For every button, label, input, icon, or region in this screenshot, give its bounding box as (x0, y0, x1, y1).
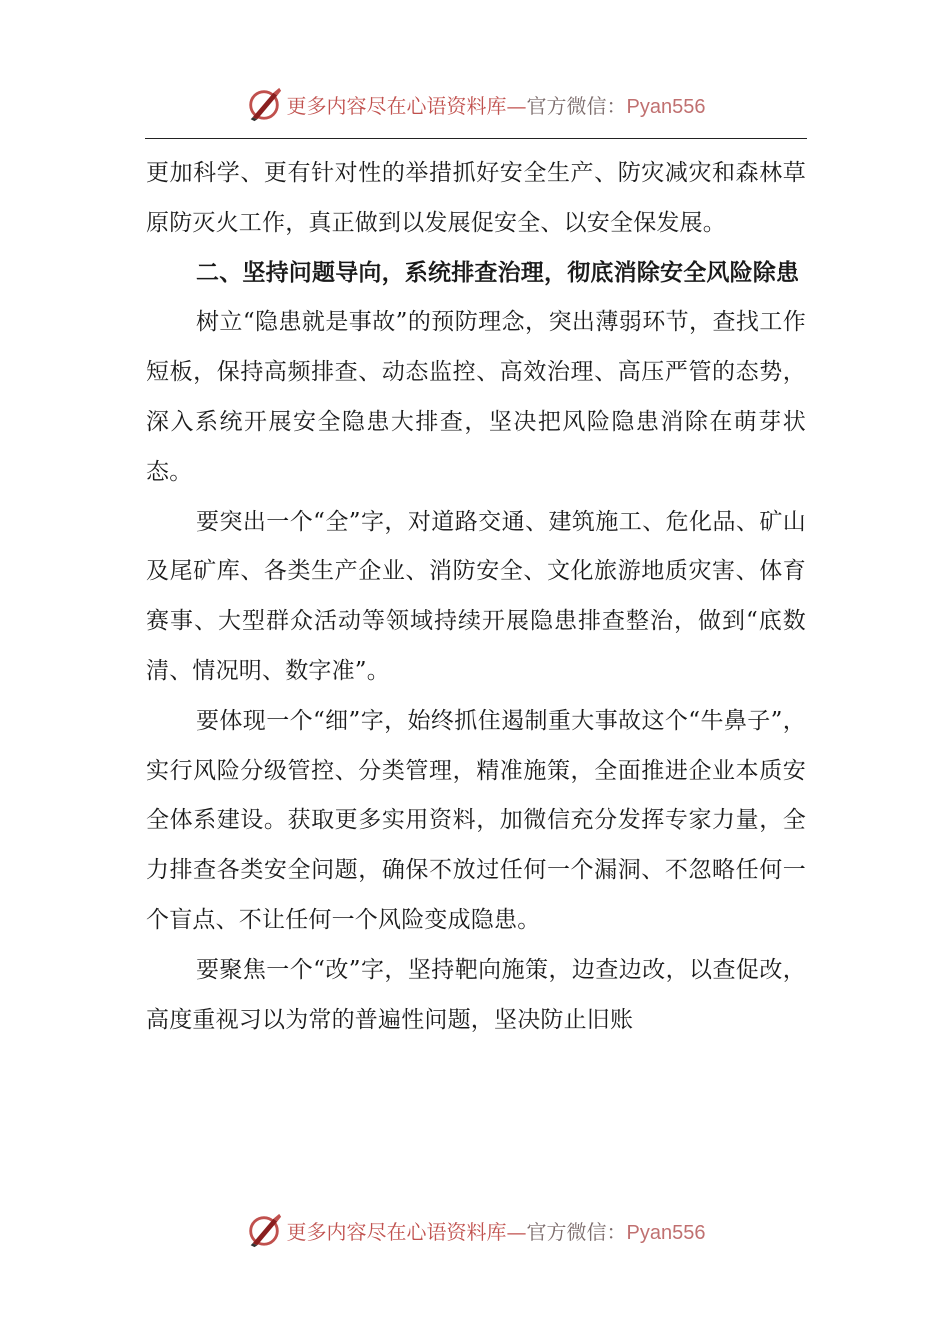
paragraph: 要聚焦一个“改”字，坚持靶向施策，边查边改，以查促改，高度重视习以为常的普遍性问题，坚决防止旧账 (146, 956, 806, 1033)
pen-circle-logo-icon (245, 85, 283, 123)
banner-dash: — (506, 93, 527, 118)
section-heading: 二、坚持问题导向，系统排查治理，彻底消除安全风险除患 (196, 259, 800, 286)
banner-text (287, 90, 706, 119)
footer-banner (0, 1208, 950, 1252)
paragraph: 要体现一个“细”字，始终抓住遏制重大事故这个“牛鼻子”，实行风险分级管控、分类管理，精准施策，全面推进企业本质安全体系建设。获取更多实用资料，加微信充分发挥专家力量，全力排查各类安全问题，确保不放过任何一个漏洞、不忽略任何一个盲点、不让任何一个风险变成隐患。 (146, 707, 806, 933)
banner-wx-label: 官方微信： (526, 93, 627, 118)
paragraph: 树立“隐患就是事故”的预防理念，突出薄弱环节，查找工作短板，保持高频排查、动态监控、高效治理、高压严管的态势，深入系统开展安全隐患大排查，坚决把风险隐患消除在萌芽状态。 (146, 309, 806, 485)
banner-text (287, 1216, 706, 1245)
pen-circle-logo-icon (245, 1211, 283, 1249)
banner-dash: — (506, 1219, 527, 1244)
banner-wx-id: Pyan556 (626, 1221, 706, 1244)
header-rule (145, 138, 807, 139)
banner-wx-label: 官方微信： (526, 1219, 627, 1244)
paragraph-continuation: 更加科学、更有针对性的举措抓好安全生产、防灾减灾和森林草原防灭火工作，真正做到以发展促安全、以安全保发展。 (146, 160, 806, 236)
paragraph: 要突出一个“全”字，对道路交通、建筑施工、危化品、矿山及尾矿库、各类生产企业、消防安全、文化旅游地质灾害、体育赛事、大型群众活动等领域持续开展隐患排查整治，做到“底数清、情况明、数字准”。 (146, 508, 806, 684)
banner-main: 更多内容尽在心语资料库 (286, 93, 507, 118)
banner-wx-id: Pyan556 (626, 95, 706, 118)
banner-main: 更多内容尽在心语资料库 (286, 1219, 507, 1244)
header-banner (0, 82, 950, 126)
document-body (146, 149, 806, 1045)
